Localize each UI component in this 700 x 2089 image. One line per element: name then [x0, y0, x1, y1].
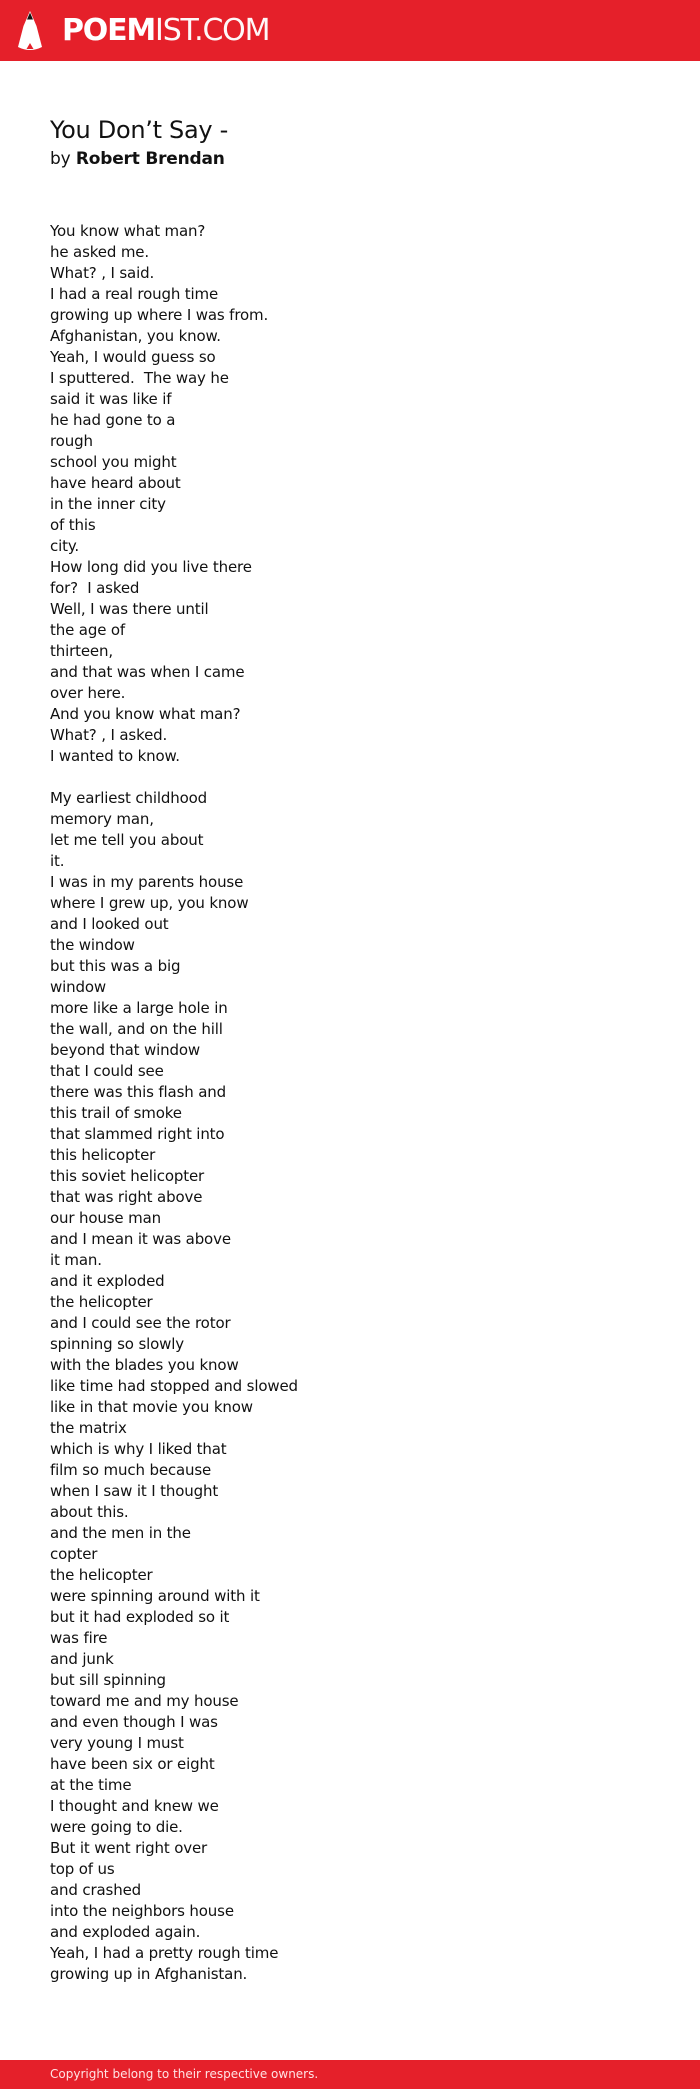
poem-line: city.: [50, 537, 80, 555]
poem-line: in the inner city: [50, 495, 166, 513]
site-logo[interactable]: [17, 9, 269, 53]
poem-line: over here.: [50, 684, 126, 702]
poem-line: but sill spinning: [50, 1671, 166, 1689]
poem-line: But it went right over: [50, 1839, 208, 1857]
poem-line: it.: [50, 852, 65, 870]
poem-line: Afghanistan, you know.: [50, 327, 221, 345]
poem-line: growing up in Afghanistan.: [50, 1965, 248, 1983]
poem-line: And you know what man?: [50, 705, 241, 723]
poem-line: he had gone to a: [50, 411, 176, 429]
poem-line: toward me and my house: [50, 1692, 239, 1710]
poem-line: that I could see: [50, 1062, 164, 1080]
poem-line: Yeah, I had a pretty rough time: [50, 1944, 279, 1962]
poem-line: I sputtered. The way he: [50, 369, 229, 387]
poem-line: window: [50, 978, 107, 996]
poem-line: growing up where I was from.: [50, 306, 269, 324]
poem-line: of this: [50, 516, 96, 534]
poem-line: like time had stopped and slowed: [50, 1377, 298, 1395]
poem-line: when I saw it I thought: [50, 1482, 219, 1500]
poem-line: and the men in the: [50, 1524, 191, 1542]
poem-line: that slammed right into: [50, 1125, 225, 1143]
poem-line: were spinning around with it: [50, 1587, 260, 1605]
poem-article: [50, 113, 650, 1985]
poem-line: and crashed: [50, 1881, 142, 1899]
poem-line: that was right above: [50, 1188, 203, 1206]
poem-line: but this was a big: [50, 957, 181, 975]
poem-line: My earliest childhood: [50, 789, 208, 807]
poem-line: have been six or eight: [50, 1755, 215, 1773]
poem-line: and even though I was: [50, 1713, 218, 1731]
poem-line: the helicopter: [50, 1293, 153, 1311]
poem-line: What? , I asked.: [50, 726, 168, 744]
poem-line: said it was like if: [50, 390, 172, 408]
poem-line: copter: [50, 1545, 98, 1563]
poem-line: at the time: [50, 1776, 132, 1794]
poem-line: he asked me.: [50, 243, 149, 261]
poem-line: thirteen,: [50, 642, 113, 660]
poem-line: and I mean it was above: [50, 1230, 231, 1248]
poem-line: and junk: [50, 1650, 114, 1668]
poem-line: this soviet helicopter: [50, 1167, 205, 1185]
poem-line: the window: [50, 936, 135, 954]
poem-line: and that was when I came: [50, 663, 245, 681]
poem-line: You know what man?: [50, 222, 206, 240]
poem-line: it man.: [50, 1251, 102, 1269]
poem-body: [50, 221, 650, 1985]
poem-line: film so much because: [50, 1461, 212, 1479]
poem-line: have heard about: [50, 474, 181, 492]
poem-line: I was in my parents house: [50, 873, 244, 891]
poem-line: let me tell you about: [50, 831, 204, 849]
copyright-notice: Copyright belong to their respective owners.: [50, 2067, 319, 2081]
poem-line: the wall, and on the hill: [50, 1020, 223, 1038]
poem-line: I thought and knew we: [50, 1797, 219, 1815]
byline-prefix: by: [50, 149, 71, 169]
site-footer: [0, 2060, 700, 2089]
poem-line: there was this flash and: [50, 1083, 226, 1101]
poem-line: were going to die.: [50, 1818, 183, 1836]
poem-title: You Don’t Say -: [50, 116, 228, 144]
poem-line: and it exploded: [50, 1272, 165, 1290]
poem-line: into the neighbors house: [50, 1902, 234, 1920]
poem-line: about this.: [50, 1503, 129, 1521]
poem-line: and I looked out: [50, 915, 169, 933]
poem-line: was fire: [50, 1629, 108, 1647]
poem-line: more like a large hole in: [50, 999, 228, 1017]
poem-line: with the blades you know: [50, 1356, 239, 1374]
poem-line: but it had exploded so it: [50, 1608, 230, 1626]
poem-line: like in that movie you know: [50, 1398, 253, 1416]
poem-line: top of us: [50, 1860, 115, 1878]
poem-line: spinning so slowly: [50, 1335, 185, 1353]
poem-line: this trail of smoke: [50, 1104, 182, 1122]
poem-line: How long did you live there: [50, 558, 252, 576]
pencil-tip-icon: [17, 10, 43, 52]
poem-line: the helicopter: [50, 1566, 153, 1584]
poem-line: Well, I was there until: [50, 600, 209, 618]
poem-byline: [50, 148, 650, 171]
poem-line: this helicopter: [50, 1146, 156, 1164]
logo-wordmark-bold: POEM: [62, 13, 156, 48]
poem-line: for? I asked: [50, 579, 140, 597]
poem-line: What? , I said.: [50, 264, 155, 282]
poem-line: the age of: [50, 621, 126, 639]
author-name: Robert Brendan: [75, 149, 225, 169]
poem-line: school you might: [50, 453, 177, 471]
poem-line: rough: [50, 432, 93, 450]
poem-line: and exploded again.: [50, 1923, 201, 1941]
poem-line: and I could see the rotor: [50, 1314, 231, 1332]
poem-line: memory man,: [50, 810, 154, 828]
poem-line: very young I must: [50, 1734, 184, 1752]
poem-stanza: [50, 788, 650, 1985]
logo-wordmark: [62, 9, 269, 53]
poem-line: beyond that window: [50, 1041, 201, 1059]
poem-line: I wanted to know.: [50, 747, 180, 765]
poem-line: I had a real rough time: [50, 285, 219, 303]
poem-line: Yeah, I would guess so: [50, 348, 216, 366]
poem-line: which is why I liked that: [50, 1440, 227, 1458]
poem-line: where I grew up, you know: [50, 894, 249, 912]
poem-line: our house man: [50, 1209, 161, 1227]
logo-wordmark-light: IST.COM: [155, 13, 270, 48]
site-header: [0, 0, 700, 61]
poem-stanza: [50, 221, 650, 767]
poem-line: the matrix: [50, 1419, 127, 1437]
